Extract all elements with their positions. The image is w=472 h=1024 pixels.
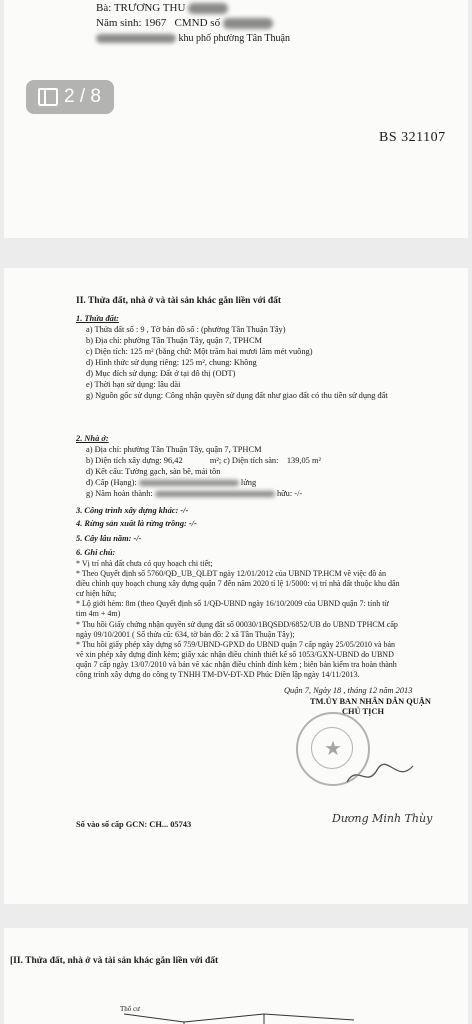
notes-block: [76, 559, 400, 680]
certificate-serial: BS 321107: [379, 130, 446, 145]
house-e: đ) Cấp (Hạng): lửng: [86, 478, 257, 487]
subplot-label: Thổ cư: [120, 1005, 140, 1013]
note-line: * Thu hồi giấy phép xây dựng số 759/UBND-GPXD do UBND quận 7 cấp ngày 25/05/2010 và bản: [76, 639, 396, 649]
note-line: công trình xây dựng do công ty TNHH TM-DV-ĐT-XD Phúc Điền lập ngày 14/11/2013.: [76, 670, 360, 680]
land-e: đ) Mục đích sử dụng: Đất ở tại đô thị (ODT): [86, 369, 236, 378]
section-title: II. Thửa đất, nhà ở và tài sản khác gắn liền với đất: [76, 296, 282, 306]
official-seal: ★: [296, 712, 370, 786]
owner-address: khu phố phường Tân Thuận: [96, 33, 290, 44]
land-g: g) Nguồn gốc sử dụng: Công nhận quyền sử dụng đất như giao đất có thu tiền sử dụng đất: [86, 391, 388, 400]
note-line: * Lộ giới hẻm: 8m (theo Quyết định số 1/QĐ-UBND ngày 16/10/2009 của UBND quận 7: tính từ: [76, 599, 389, 609]
document-page-2: [4, 268, 468, 904]
note-line: vẽ xin phép xây dựng đính kèm; giấy xác nhận điều chỉnh thiết kế số 1053/GXN-UBND do UBND: [76, 649, 394, 659]
land-d: d) Hình thức sử dụng riêng: 125 m², chung: Không: [86, 358, 257, 367]
note-line: * Vị trí nhà đất chưa có quy hoạch chi tiết;: [76, 559, 213, 568]
land-a: a) Thửa đất số : 9 , Tờ bản đồ số : (phường Tân Thuận Tây): [86, 325, 286, 334]
land-f: e) Thời hạn sử dụng: lâu dài: [86, 380, 181, 389]
registry-number: Số vào sổ cấp GCN: CH... 05743: [76, 820, 192, 829]
house-d: d) Kết cấu: Tường gạch, sàn bê, mái tôn: [86, 467, 221, 476]
page-counter-badge[interactable]: [26, 80, 114, 114]
note-line: tim 4m + 4m): [76, 609, 121, 619]
item-3: 3. Công trình xây dựng khác: -/-: [76, 506, 189, 515]
note-line: quận 7 cấp ngày 13/07/2010 và bản vẽ xác nhận điều chỉnh đính kèm ; biên bản kiểm tra hoàn thành: [76, 659, 397, 669]
land-c: c) Diện tích: 125 m² (bằng chữ: Một trăm hai mươi lăm mét vuông): [86, 347, 313, 356]
signature-scribble: [345, 760, 415, 790]
issuer-line-1: TM.ỦY BAN NHÂN DÂN QUẬN: [310, 697, 431, 706]
signer-name: Dương Minh Thùy: [332, 812, 433, 825]
section-title-page3: [II. Thửa đất, nhà ở và tài sản khác gắn liền với đất: [10, 956, 219, 966]
land-b: b) Địa chỉ: phường Tân Thuận Tây, quận 7, TPHCM: [86, 336, 262, 345]
note-line: ngày 09/10/2001 ( Số thửa cũ: 634, tờ bản đồ: 2 xã Tân Thuận Tây);: [76, 629, 295, 639]
house-a: a) Địa chỉ: phường Tân Thuận Tây, quận 7, TPHCM: [86, 445, 262, 454]
note-line: * Theo Quyết định số 5760/QĐ_UB_QLĐT ngày 12/01/2012 của UBND TP.HCM về việc đồ án: [76, 569, 386, 579]
owner-name: Bà: TRƯƠNG THU: [96, 2, 228, 14]
issue-date: Quận 7, Ngày 18 , tháng 12 năm 2013: [284, 686, 413, 695]
document-page-3: [4, 928, 468, 1024]
land-heading: 1. Thửa đất:: [76, 314, 119, 323]
note-line: * Thu hồi Giấy chứng nhận quyền sử dụng đất số 00030/1BQSĐD/6852/UB do UBND TPHCM cấp: [76, 619, 398, 629]
item-4: 4. Rừng sản xuất là rừng trồng: -/-: [76, 519, 197, 528]
item-6: 6. Ghi chú:: [76, 548, 116, 557]
note-line: điều chỉnh quy hoạch chung xây dựng quận 7 đến năm 2020 tỉ lệ 1/5000: vị trí nhà đất thuộc khu dân: [76, 579, 400, 589]
owner-birth-id: Năm sinh: 1967 CMND số: [96, 17, 273, 29]
page-icon: [38, 88, 58, 106]
page-counter-text: 2 / 8: [64, 86, 101, 107]
document-page-1: [4, 0, 468, 238]
house-heading: 2. Nhà ở:: [76, 434, 109, 443]
issuer-line-2: CHỦ TỊCH: [342, 707, 384, 716]
house-b: b) Diện tích xây dựng: 96,42 m²; c) Diện tích sàn: 139,05 m²: [86, 456, 321, 465]
note-line: cư hiện hữu;: [76, 589, 117, 599]
house-g: g) Năm hoàn thành: hữu: -/-: [86, 489, 303, 498]
item-5: 5. Cây lâu năm: -/-: [76, 534, 142, 543]
parcel-sketch: [124, 1008, 364, 1024]
